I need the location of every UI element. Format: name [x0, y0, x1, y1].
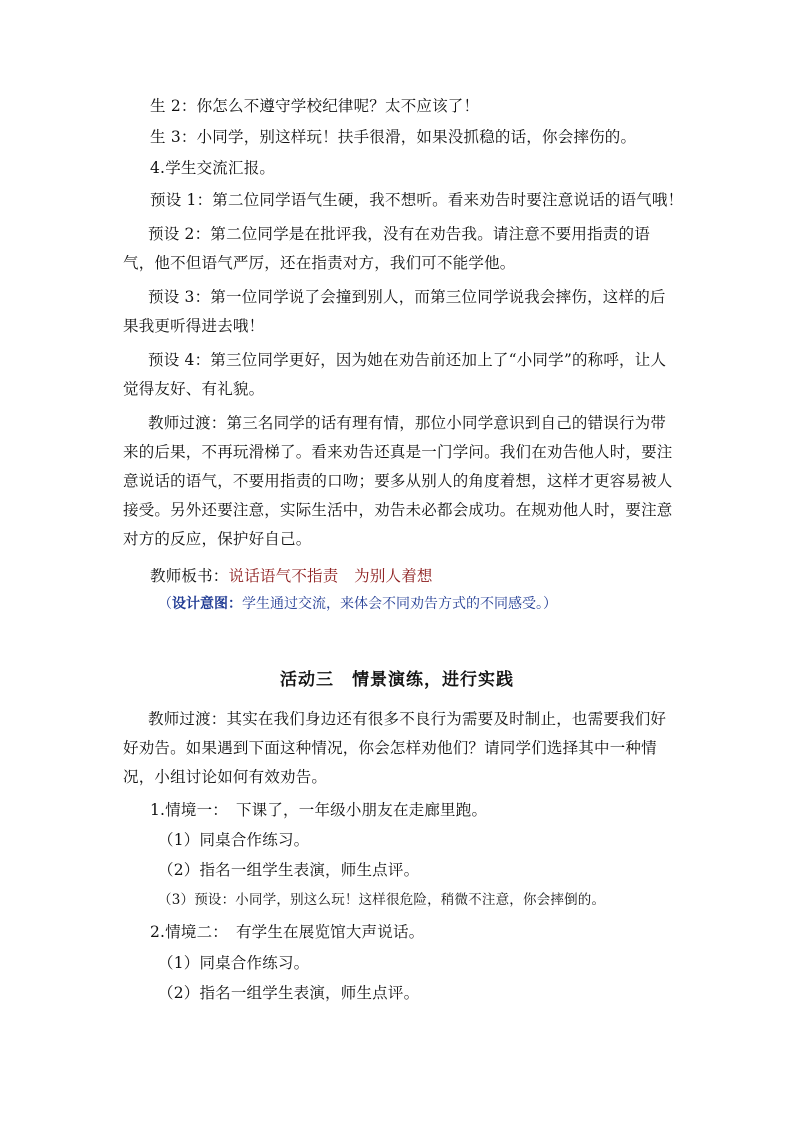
scene-2-line: 2.情境二： 有学生在展览馆大声说话。 — [150, 923, 425, 941]
scene-1-step-2: （2）指名一组学生表演，师生点评。 — [158, 861, 420, 879]
scene-2-step-1: （1）同桌合作练习。 — [158, 954, 310, 972]
scene-1-step-1: （1）同桌合作练习。 — [158, 831, 310, 849]
student-3-line: 生 3：小同学，别这样玩！扶手很滑，如果没抓稳的话，你会摔伤的。 — [150, 128, 637, 146]
scene-1-line: 1.情境一： 下课了，一年级小朋友在走廊里跑。 — [150, 801, 488, 819]
student-2-line: 生 2：你怎么不遵守学校纪律呢？太不应该了！ — [150, 97, 480, 115]
design-intent-label: 设计意图： — [172, 596, 242, 612]
teacher-transition-2-paragraph: 教师过渡：其实在我们身边还有很多不良行为需要及时制止，也需要我们好好劝告。如果遇到下面这种情况，你会怎样劝他们？请同学们选择其中一种情况，小组讨论如何有效劝告。 — [123, 710, 667, 786]
teacher-transition-1-paragraph: 教师过渡：第三名同学的话有理有情，那位小同学意识到自己的错误行为带来的后果，不再玩滑梯了。看来劝告还真是一门学问。我们在劝告他人时，要注意说话的语气，不要用指责的口吻；要多从别人的角度着想，这样才更容易被人接受。另外还要注意，实际生活中，劝告未必都会成功。在规劝他人时，要注意对方的反应，保护好自己。 — [123, 414, 673, 548]
preset-1-line: 预设 1：第二位同学语气生硬，我不想听。看来劝告时要注意说话的语气哦！ — [150, 191, 684, 209]
preset-2-paragraph: 预设 2：第二位同学是在批评我，没有在劝告我。请注意不要用指责的语气，他不但语气严厉，还在指责对方，我们可不能学他。 — [123, 225, 650, 272]
activity-3-heading: 活动三 情景演练，进行实践 — [280, 670, 514, 690]
design-intent-note — [158, 594, 557, 614]
board-writing-label: 教师板书： — [150, 567, 229, 585]
scene-2-step-2: （2）指名一组学生表演，师生点评。 — [158, 984, 420, 1002]
design-intent-open: （ — [158, 596, 172, 612]
step-4-line: 4.学生交流汇报。 — [150, 159, 276, 177]
board-writing-text: 说话语气不指责 为别人着想 — [228, 567, 433, 585]
scene-1-step-3: （3）预设：小同学，别这么玩！这样很危险，稍微不注意，你会摔倒的。 — [158, 892, 606, 908]
preset-4-paragraph: 预设 4：第三位同学更好，因为她在劝告前还加上了“小同学”的称呼，让人觉得友好、有礼貌。 — [123, 351, 667, 398]
design-intent-text: 学生通过交流，来体会不同劝告方式的不同感受。） — [242, 596, 557, 612]
board-writing-line — [150, 566, 433, 586]
preset-3-paragraph: 预设 3：第一位同学说了会撞到别人，而第三位同学说我会摔伤，这样的后果我更听得进去哦！ — [123, 288, 666, 335]
